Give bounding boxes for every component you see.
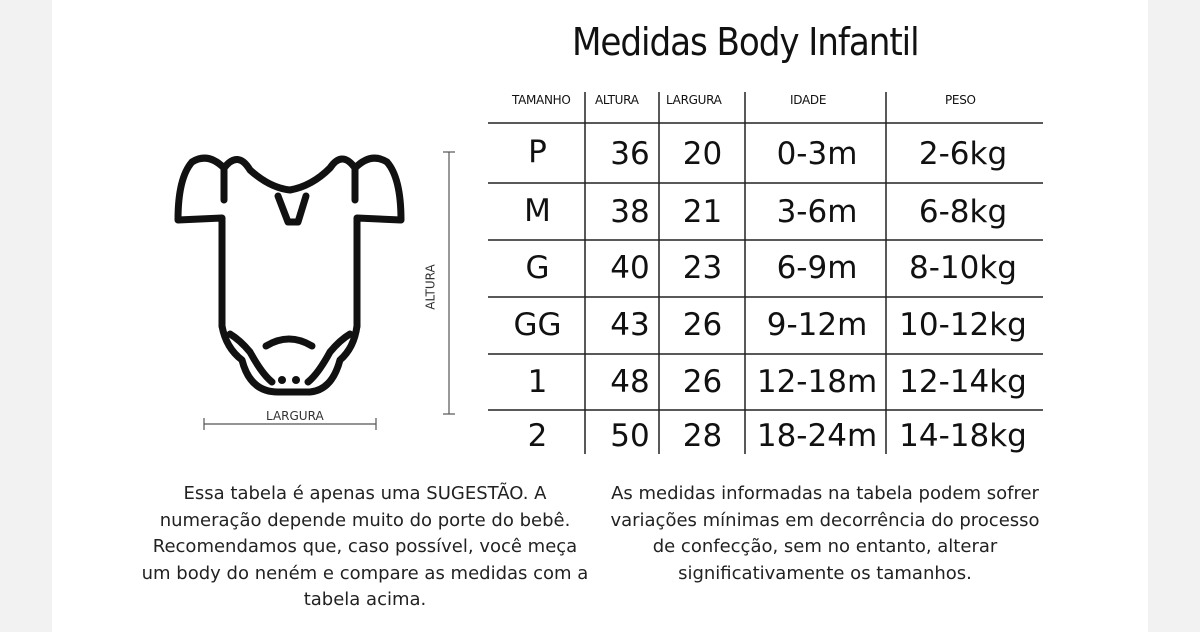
cell-age: 3-6m xyxy=(776,194,858,230)
cell-size: GG xyxy=(513,307,562,343)
note-suggestion: Essa tabela é apenas uma SUGESTÃO. A numeração depende muito do porte do bebê. Recomendamos que, caso possível, você meça um body do neném e compare as medidas com a tabela acima. xyxy=(141,483,589,610)
cell-width: 23 xyxy=(682,250,723,286)
note-variations: As medidas informadas na tabela podem sofrer variações mínimas em decorrência do processo de confecção, sem no entanto, alterar significativamente os tamanhos. xyxy=(610,483,1040,584)
header-idade: IDADE xyxy=(790,93,827,107)
cell-age: 0-3m xyxy=(776,136,858,172)
width-label: LARGURA xyxy=(266,409,324,423)
cell-size: 1 xyxy=(527,364,548,400)
height-dimension-line xyxy=(443,152,455,414)
header-largura: LARGURA xyxy=(666,93,722,107)
cell-age: 12-18m xyxy=(756,364,878,400)
height-label: ALTURA xyxy=(423,264,438,310)
header-tamanho: TAMANHO xyxy=(512,93,571,107)
cell-age: 18-24m xyxy=(756,418,878,454)
cell-width: 28 xyxy=(682,418,723,454)
cell-weight: 6-8kg xyxy=(918,194,1008,230)
cell-weight: 10-12kg xyxy=(899,307,1027,343)
cell-weight: 12-14kg xyxy=(899,364,1027,400)
cell-width: 26 xyxy=(682,307,723,343)
cell-size: M xyxy=(524,193,551,229)
cell-weight: 2-6kg xyxy=(918,136,1008,172)
cell-age: 9-12m xyxy=(766,307,868,343)
header-peso: PESO xyxy=(945,93,976,107)
cell-height: 40 xyxy=(610,250,650,286)
cell-weight: 14-18kg xyxy=(899,418,1027,454)
cell-width: 26 xyxy=(682,364,723,400)
cell-size: P xyxy=(528,134,547,170)
cell-width: 21 xyxy=(682,194,723,230)
cell-height: 36 xyxy=(610,136,650,172)
cell-weight: 8-10kg xyxy=(909,250,1017,286)
cell-height: 48 xyxy=(610,364,650,400)
cell-height: 43 xyxy=(610,307,650,343)
cell-height: 38 xyxy=(610,194,650,230)
cell-size: G xyxy=(525,250,550,286)
cell-width: 20 xyxy=(682,136,723,172)
bodysuit-icon xyxy=(178,158,401,392)
snap-buttons-icon xyxy=(278,376,300,384)
cell-age: 6-9m xyxy=(776,250,858,286)
page-title: Medidas Body Infantil xyxy=(572,20,919,64)
cell-size: 2 xyxy=(527,418,548,454)
cell-height: 50 xyxy=(610,418,650,454)
header-altura: ALTURA xyxy=(595,93,639,107)
